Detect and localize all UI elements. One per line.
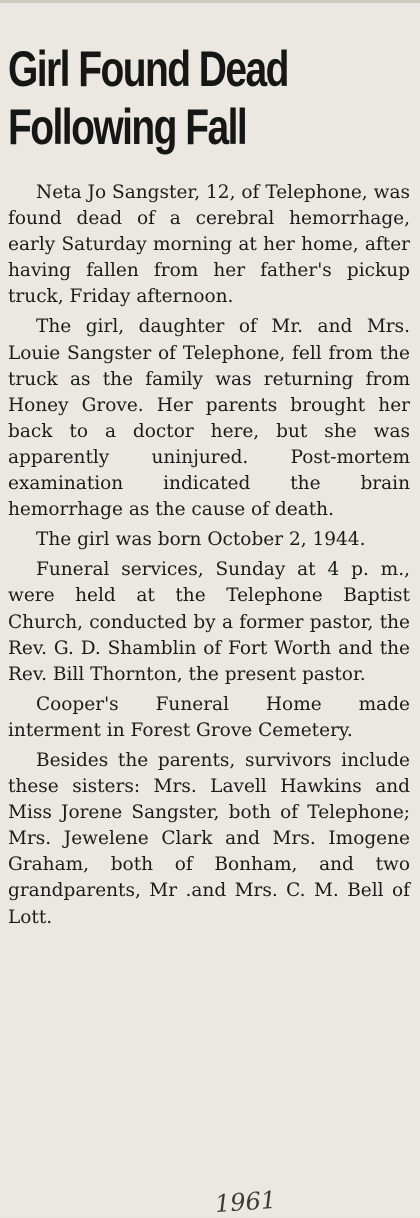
paragraph-3: The girl was born October 2, 1944. [36,529,366,551]
top-edge [0,0,420,3]
article-body [8,180,410,935]
headline [8,40,320,156]
paragraph-2: The girl, daughter of Mr. and Mrs. Louie Sangster of Telephone, fell from the truck as the family was returning from Honey Grove. Her parents brought her back to a doctor here, but she was apparently uninjured. Post-mortem examination indicated the brain hemorrhage as the cause of death. [8,316,410,521]
paragraph-6: Besides the parents, survivors include these sisters: Mrs. Lavell Hawkins and Miss Jorene Sangster, both of Telephone; Mrs. Jewelene Clark and Mrs. Imogene Graham, both of Bonham, and two grandparents, Mr .and Mrs. C. M. Bell of Lott. [8,749,410,928]
paragraph-5: Cooper's Funeral Home made interment in Forest Grove Cemetery. [8,693,410,741]
handwritten-year-note: 1961 [214,1185,277,1218]
headline-line-1: Girl Found Dead [8,41,288,97]
paragraph-4: Funeral services, Sunday at 4 p. m., were held at the Telephone Baptist Church, conducted by a former pastor, the Rev. G. D. Shamblin of Fort Worth and the Rev. Bill Thornton, the present pastor. [8,559,410,685]
headline-line-2: Following Fall [8,99,247,155]
paragraph-1: Neta Jo Sangster, 12, of Telephone, was found dead of a cerebral hemorrhage, early Saturday morning at her home, after having fallen from her father's pickup truck, Friday afternoon. [8,182,410,308]
